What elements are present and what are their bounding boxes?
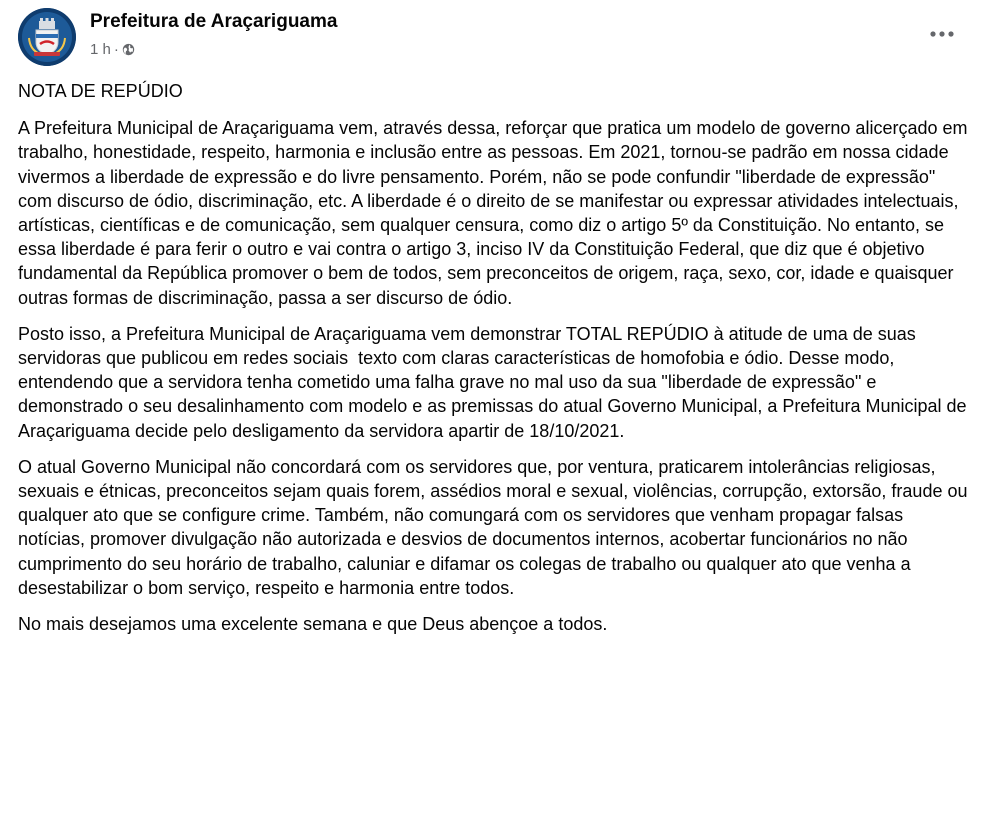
post-paragraph: A Prefeitura Municipal de Araçariguama vem, através dessa, reforçar que pratica um modelo de governo alicerçado em trabalho, honestidade, respeito, harmonia e inclusão entre as pessoas. Em 2021, tornou-se padrão em nossa cidade vivermos a liberdade de expressão e do livre pensamento. Porém, não se pode confundir "liberdade de expressão" com discurso de ódio, discriminação, etc. A liberdade é o direito de se manifestar ou expressar atividades intelectuais, artísticas, científicas e de comunicação, sem qualquer censura, como diz o artigo 5º da Constituição. No entanto, se essa liberdade é para ferir o outro e vai contra o artigo 3, inciso IV da Constituição Federal, que diz que é objetivo fundamental da República promover o bem de todos, sem preconceitos de origem, raça, sexo, cor, idade e quaisquer outras formas de discriminação, passa a ser discurso de ódio. — [18, 118, 973, 308]
post-meta — [90, 41, 135, 58]
post-paragraph: No mais desejamos uma excelente semana e que Deus abençoe a todos. — [18, 614, 608, 635]
post-timestamp[interactable]: 1 h — [90, 41, 111, 58]
post-author[interactable]: Prefeitura de Araçariguama — [90, 11, 338, 32]
post-paragraph: O atual Governo Municipal não concordará com os servidores que, por ventura, praticarem intolerâncias religiosas, sexuais e étnicas, preconceitos sejam quais forem, assédios moral e sexual, violências, corrupção, extorsão, fraude ou qualquer ato que se configure crime. Também, não comungará com os servidores que venham propagar falsas notícias, promover divulgação não autorizada e desvios de documentos internos, acobertar funcionários no não cumprimento do seu horário de trabalho, caluniar e difamar os colegas de trabalho ou qualquer ato que venha a desestabilizar o bom serviço, respeito e harmonia entre todos. — [18, 456, 973, 598]
coat-of-arms-logo — [18, 8, 76, 66]
meta-separator: · — [113, 41, 119, 58]
post-title: NOTA DE REPÚDIO — [18, 81, 183, 101]
post-paragraph: Posto isso, a Prefeitura Municipal de Araçariguama vem demonstrar TOTAL REPÚDIO à atitude de uma de suas servidoras que publicou em redes sociais texto com claras características de homofobia e ódio. Desse modo, entendendo que a servidora tenha cometido uma falha grave no mal uso da sua "liberdade de expressão" e demonstrado o seu desalinhamento com modelo e as premissas do atual Governo Municipal, a Prefeitura Municipal de Araçariguama decide pelo desligamento da servidora apartir de 18/10/2021. — [18, 323, 971, 441]
globe-icon[interactable] — [122, 43, 135, 56]
post-header — [18, 8, 968, 68]
page-avatar[interactable] — [18, 8, 76, 66]
more-options-icon[interactable] — [922, 20, 962, 48]
post-body — [18, 79, 973, 648]
